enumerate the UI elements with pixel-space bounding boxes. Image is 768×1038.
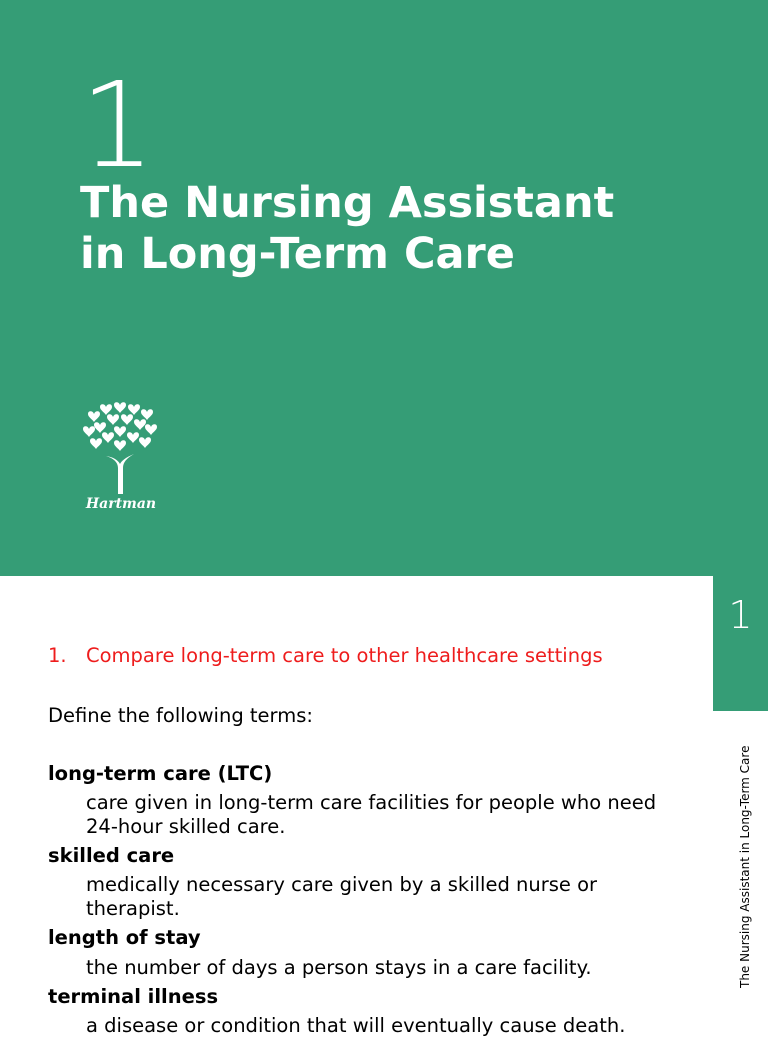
publisher-logo: Hartman xyxy=(85,496,157,512)
chapter-title-line-1: The Nursing Assistant xyxy=(80,178,615,228)
intro-text: Define the following terms: xyxy=(48,704,313,727)
objective-text: Compare long-term care to other healthcare settings xyxy=(86,644,603,667)
chapter-number: 1 xyxy=(80,56,156,194)
side-tab-number: 1 xyxy=(728,593,753,637)
term-definition: a disease or condition that will eventually cause death. xyxy=(86,1014,626,1037)
chapter-side-tab xyxy=(713,576,768,711)
learning-objective xyxy=(48,644,603,667)
term-heading: length of stay xyxy=(48,926,201,949)
term-definition: medically necessary care given by a skilled nurse or therapist. xyxy=(86,873,598,920)
chapter-title-line-2: in Long-Term Care xyxy=(80,229,515,279)
term-heading: long-term care (LTC) xyxy=(48,762,273,785)
term-heading: terminal illness xyxy=(48,985,219,1008)
chapter-title xyxy=(80,178,700,280)
running-title: The Nursing Assistant in Long-Term Care xyxy=(738,745,752,988)
term-heading: skilled care xyxy=(48,844,175,867)
objective-number: 1. xyxy=(48,644,67,667)
term-definition: care given in long-term care facilities for people who need 24-hour skilled care. xyxy=(86,791,657,838)
term-definition: the number of days a person stays in a care facility. xyxy=(86,956,592,979)
